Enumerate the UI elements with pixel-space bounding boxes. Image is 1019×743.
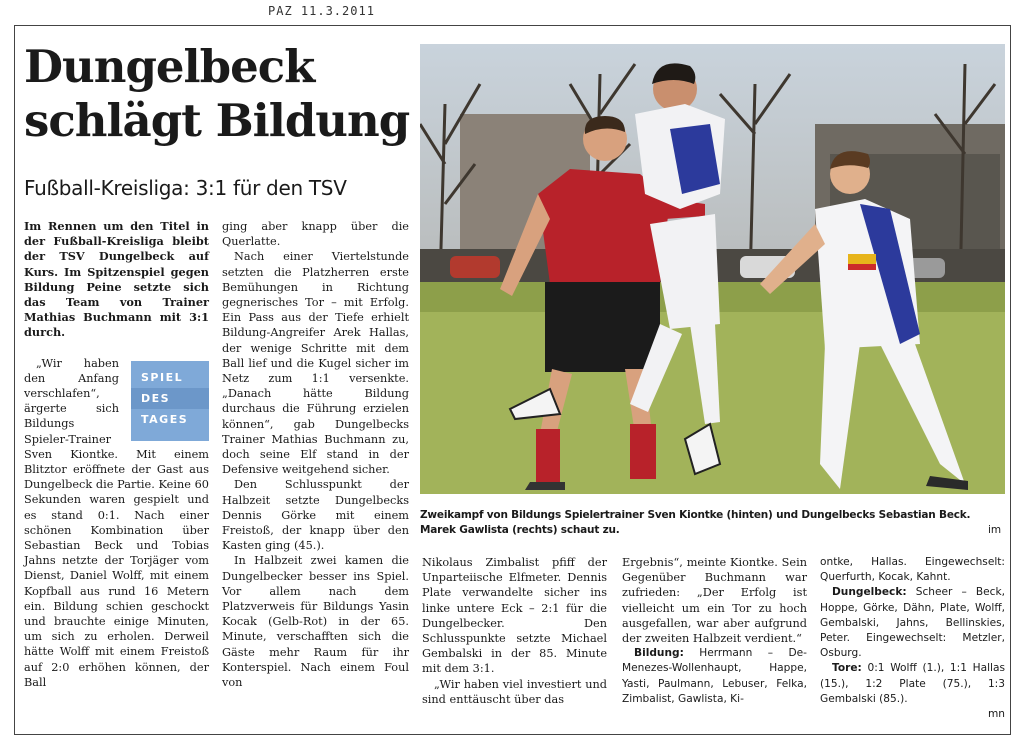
body-paragraph: Ergebnis“, meinte Kiontke. Sein Gegenüber Buchmann war zufrieden: „Der Erfolg ist vielleicht um ein Tor zu hoch ausgefallen, war aber aufgrund der zweiten Halbzeit verdient.“ xyxy=(622,556,807,646)
body-paragraph: Nikolaus Zimbalist pfiff der Unparteiische Elfmeter. Dennis Plate verwandelte sicher ins linke untere Eck – 2:1 für die Dungelbecker. Den Schlusspunkte setzte Michael Gembalski in der 85. Minute mit dem 3:1. xyxy=(422,556,607,676)
lineup-text: Scheer – Beck, Hoppe, Görke, Dähn, Plate, Wolff, Gembalski, Jahns, Bellinskies, Peter. Eingewechselt: Metzler, Osburg. xyxy=(820,586,1005,660)
body-paragraph: ging aber knapp über die Querlatte. xyxy=(222,220,409,249)
body-paragraph: „Wir haben viel investiert und sind enttäuscht über das xyxy=(422,677,607,706)
body-paragraph: Den Schlusspunkt der Halbzeit setzte Dungelbecks Dennis Görke mit einem Freistoß, der knapp über den Kasten ging (45.). xyxy=(222,478,409,553)
goals xyxy=(820,661,1005,707)
body-paragraph: „Wir haben den Anfang verschlafen“, ärgerte sich Bildungs Spieler-Trainer Sven Kiontke. Mit einem Blitztor eröffnete der Gast aus Dungelbeck die Partie. Keine 60 Sekunden waren gespielt und es stand 0:1. Nach einer schönen Kombination über Sebastian Beck und Tobias Jahns netzte der Torjäger vom Dienst, Daniel Wolff, mit einem Kopfball aus rund 16 Metern ein. Bildung schien geschockt und brauchte einige Minuten, um sich zu erholen. Derweil hätte Wolff mit einem Freistoß auf 2:0 erhöhen können, der Ball xyxy=(24,356,209,689)
body-paragraph: Nach einer Viertelstunde setzten die Platzherren erste Bemühungen in Richtung gegnerisches Tor – mit Erfolg. Ein Pass aus der Tiefe erhielt Bildung-Angreifer Arek Hallas, der wenige Schritte mit dem Ball lief und die Kugel sicher im Netz zum 1:1 versenkte. „Danach hätte Bildung durchaus die Führung erzielen können“, gab Dungelbecks Trainer Mathias Buchmann zu, doch seine Elf stand in der Defensive weitgehend sicher. xyxy=(222,250,409,477)
column-4 xyxy=(622,555,807,707)
column-3 xyxy=(422,555,607,707)
lineup-dungelbeck xyxy=(820,585,1005,661)
lineup-bildung xyxy=(622,646,807,707)
subheadline: Fußball-Kreisliga: 3:1 für den TSV xyxy=(24,176,347,200)
box-line-2: DES xyxy=(131,388,209,409)
spiel-des-tages-box xyxy=(131,361,209,441)
lineup-text: Herrmann – De-Menezes-Wollenhaupt, Happe, Yasti, Paulmann, Lebuser, Felka, Zimbalist, Gawlista, Ki- xyxy=(622,647,807,705)
source-line: PAZ 11.3.2011 xyxy=(268,4,375,18)
column-5 xyxy=(820,555,1005,722)
headline: Dungelbeck schlägt Bildung xyxy=(24,40,410,147)
lineup-continuation: ontke, Hallas. Eingewechselt: Querfurth, Kocak, Kahnt. xyxy=(820,556,1005,584)
author-signature: mn xyxy=(987,708,1005,721)
column-2 xyxy=(222,219,409,690)
goals-text: 0:1 Wolff (1.), 1:1 Hallas (15.), 1:2 Plate (75.), 1:3 Gembalski (85.). xyxy=(820,662,1005,705)
team-label: Dungelbeck: xyxy=(832,586,907,599)
goals-label: Tore: xyxy=(832,662,862,675)
box-line-1: SPIEL xyxy=(141,370,184,384)
match-photo xyxy=(420,44,1005,494)
box-line-3: TAGES xyxy=(141,412,189,426)
photo-caption: Zweikampf von Bildungs Spielertrainer Sven Kiontke (hinten) und Dungelbecks Sebastian Beck. Marek Gawlista (rechts) schaut zu. xyxy=(420,509,971,536)
photo-credit: im xyxy=(988,524,1002,536)
body-paragraph: In Halbzeit zwei kamen die Dungelbecker besser ins Spiel. Vor allem nach dem Platzverweis für Bildungs Yasin Kocak (Gelb-Rot) in der 65. Minute, verschafften sich die Gäste mehr Raum für ihr Konterspiel. Nach einem Foul von xyxy=(222,554,409,690)
column-1 xyxy=(24,219,209,690)
team-label: Bildung: xyxy=(634,647,684,660)
teaser: Im Rennen um den Titel in der Fußball-Kreisliga bleibt der TSV Dungelbeck auf Kurs. Im Spitzenspiel gegen Bildung Peine setzte sich das Team von Trainer Mathias Buchmann mit 3:1 durch. xyxy=(24,219,209,340)
